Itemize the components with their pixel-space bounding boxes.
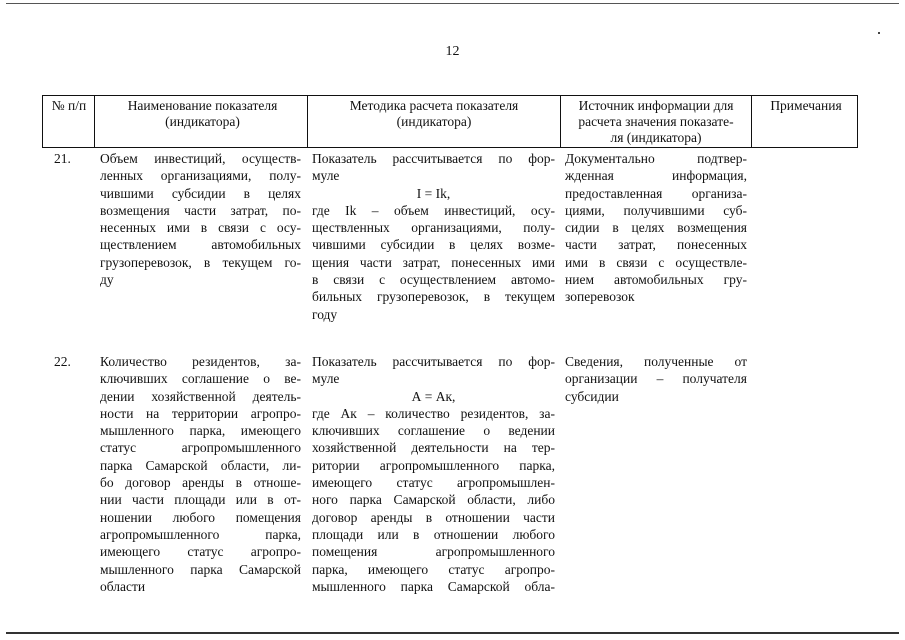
page-bottom-rule [6,632,899,634]
row-source: Документально подтвер- жденная информация, предоставленная организа- циями, получившими суб- сидии в целях возмещения части затрат, понесенных ими в связи с осуществле- нием автомобильных гру- зоперевозок [565,151,747,305]
row-number: 21. [54,151,71,166]
scan-speck [878,32,880,34]
formula: I = Ik, [416,185,451,201]
row-indicator-name: Количество резидентов, за- ключивших соглашение о ве- дении хозяйственной деятель- ности на территории агропро- мышленного парка, имеющего статус агропромышленного парка Самарской области, ли- бо договор аренды в отноше- нии части площади или в от- ношении любого помещения агропромышленного парка, имеющего статус агропро- мышленного парка Самарской области [100,354,301,594]
header-top-border [42,95,858,96]
page-top-rule [6,3,899,4]
row-number: 22. [54,354,71,369]
row-indicator-name: Объем инвестиций, осуществ- ленных организациями, полу- чившими субсидии в целях возмещения части затрат, по- несенных ими в связи с осу- ществлением автомобильных грузоперевозок, в текущем го- ду [100,151,301,288]
formula: А = Ак, [411,388,456,404]
header-col-name: Наименование показателя (индикатора) [127,98,278,129]
page-number: 12 [445,44,460,59]
header-divider [94,95,95,148]
header-divider [560,95,561,148]
header-divider [857,95,858,148]
header-col-source: Источник информации для расчета значения показате- ля (индикатора) [578,98,734,145]
header-col-notes: Примечания [770,98,842,113]
row-method: Показатель рассчитывается по фор- муле А = Ак, где Ак – количество резидентов, за- ключивших соглашение о ведении хозяйственной деятельности на тер- ритории агропромышленного парка, имеющего статус агропромышлен- ного парка Самарской области, либо договор аренды в отношении части площади или в отношении любого помещения агропромышленного парка, имеющего статус агропро- мышленного парка Самарской обла- [312,354,555,594]
header-divider [307,95,308,148]
header-col-method: Методика расчета показателя (индикатора) [349,98,519,129]
row-source: Сведения, полученные от организации – получателя субсидии [565,354,747,404]
row-method: Показатель рассчитывается по фор- муле I = Ik, где Ik – объем инвестиций, осу- ществленных организациями, полу- чившими субсидии в целях возме- щения части затрат, понесенных ими в связи с осуществлением автомо- бильных грузоперевозок, в текущем году [312,151,555,322]
header-divider [751,95,752,148]
header-divider [42,95,43,148]
header-bottom-border [42,147,858,148]
header-col-number: № п/п [51,98,87,113]
